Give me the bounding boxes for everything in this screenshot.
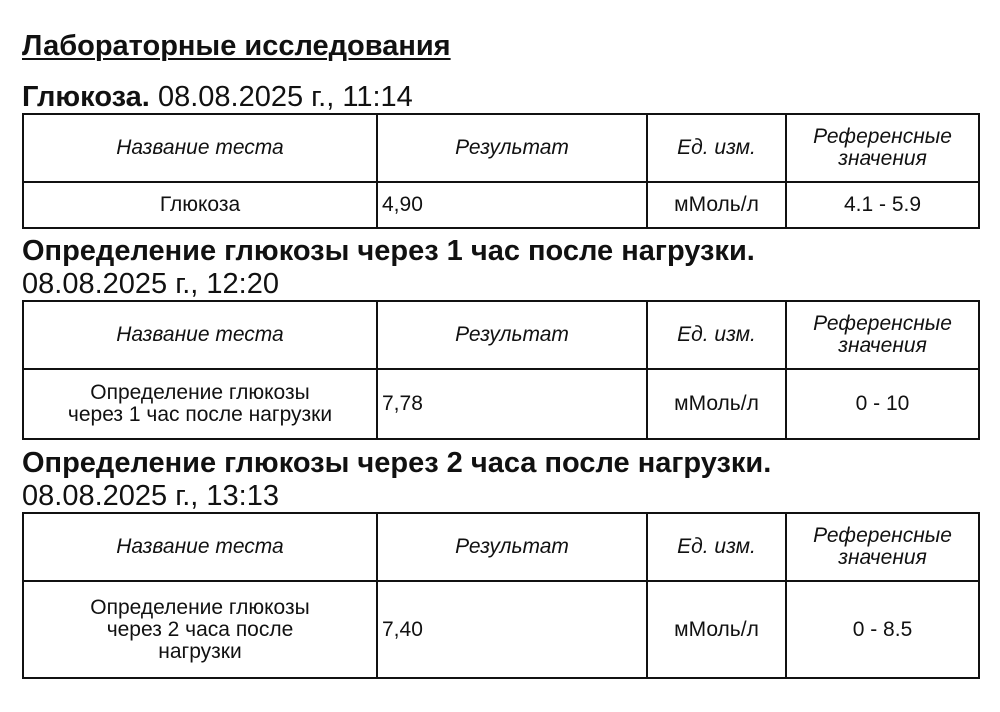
- cell-result: 7,40: [377, 581, 647, 678]
- header-reference: Референсные значения: [786, 301, 979, 369]
- cell-test-name: Глюкоза: [23, 182, 377, 228]
- section-datetime: 08.08.2025 г., 12:20: [22, 268, 279, 300]
- header-reference: Референсные значения: [786, 114, 979, 182]
- header-result: Результат: [377, 301, 647, 369]
- cell-test-name: Определение глюкозы через 2 часа после нагрузки: [23, 581, 377, 678]
- cell-unit: мМоль/л: [647, 581, 786, 678]
- header-unit: Ед. изм.: [647, 513, 786, 581]
- table-header-row: [23, 513, 979, 581]
- header-unit: Ед. изм.: [647, 301, 786, 369]
- cell-test-name: Определение глюкозы через 1 час после нагрузки: [23, 369, 377, 439]
- header-unit: Ед. изм.: [647, 114, 786, 182]
- section-title: Глюкоза.: [22, 81, 150, 113]
- results-table-glucose-1h: [22, 300, 980, 440]
- section-datetime: 08.08.2025 г., 11:14: [157, 81, 413, 113]
- section-heading-glucose: [22, 81, 413, 113]
- cell-reference: 0 - 10: [786, 369, 979, 439]
- table-row: [23, 182, 979, 228]
- cell-reference: 4.1 - 5.9: [786, 182, 979, 228]
- cell-unit: мМоль/л: [647, 369, 786, 439]
- header-test-name: Название теста: [23, 301, 377, 369]
- header-test-name: Название теста: [23, 513, 377, 581]
- results-table-glucose-2h: [22, 512, 980, 679]
- header-test-name: Название теста: [23, 114, 377, 182]
- cell-unit: мМоль/л: [647, 182, 786, 228]
- results-table-glucose: [22, 113, 980, 229]
- table-header-row: [23, 114, 979, 182]
- header-result: Результат: [377, 114, 647, 182]
- section-heading-glucose-2h: [22, 447, 771, 479]
- table-header-row: [23, 301, 979, 369]
- cell-reference: 0 - 8.5: [786, 581, 979, 678]
- section-title: Определение глюкозы через 2 часа после нагрузки.: [22, 447, 772, 479]
- header-result: Результат: [377, 513, 647, 581]
- section-datetime: 08.08.2025 г., 13:13: [22, 480, 279, 512]
- cell-result: 4,90: [377, 182, 647, 228]
- cell-result: 7,78: [377, 369, 647, 439]
- section-title: Определение глюкозы через 1 час после нагрузки.: [22, 235, 755, 267]
- table-row: [23, 581, 979, 678]
- section-heading-glucose-1h: [22, 235, 755, 267]
- header-reference: Референсные значения: [786, 513, 979, 581]
- table-row: [23, 369, 979, 439]
- document-title: Лабораторные исследования: [22, 30, 451, 62]
